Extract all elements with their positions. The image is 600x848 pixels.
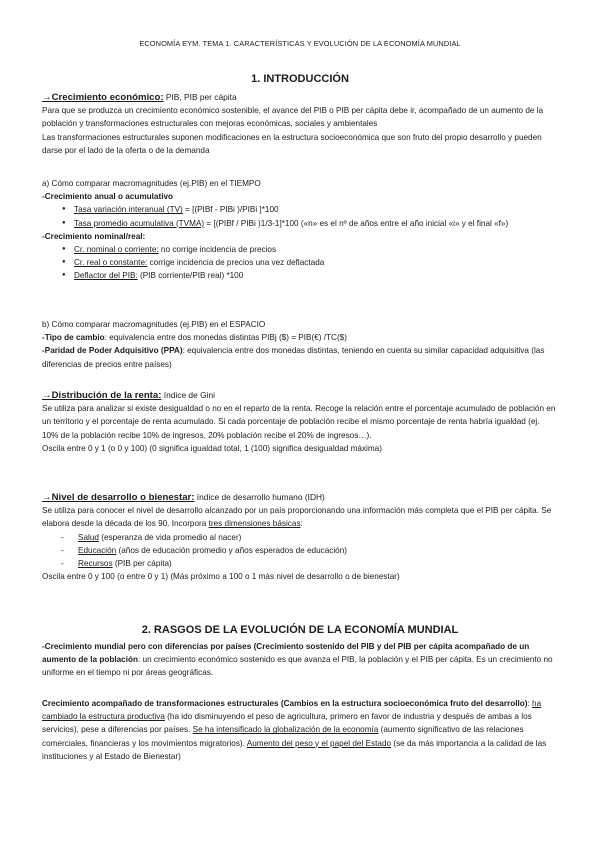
exchange-rate-line: -Tipo de cambio: equivalencia entre dos monedas distintas PIBj ($) = PIB(€) /TC($) bbox=[42, 333, 347, 343]
list-item-tvma: ● Tasa promedio acumulativa (TVMA) = [(PIBf / PIBi )1/3-1]*100 («n» es el nº de años entre el año inicial «i» y el final «f») bbox=[42, 217, 558, 230]
development-section bbox=[42, 491, 558, 583]
distribution-paragraph-1: Se utiliza para analizar si existe desigualdad o no en el reparto de la renta. Recoge la relación entre el porcentaje acumulado de población en un territorio y el porcentaje de renta acumulado. Si cada porcentaje de población recibe el mismo porcentaje de renta habría igualdad (ej. 10% de la población recibe 10% de ingresos, 20% población recibe el 20% de ingresos…). bbox=[42, 404, 556, 440]
growth-subheading: PIB, PIB per cápita bbox=[163, 92, 237, 102]
world-growth-paragraph: -Crecimiento mundial pero con diferencias por países (Crecimiento sostenido del PIB y del PIB per cápita acompañado de un aumento de la población: un crecimiento económico sostenido es que avanza el PIB, la población y el PIB per cápita. Es un crecimiento no uniforme en el tiempo ni por áreas geográficas. bbox=[42, 642, 553, 678]
list-item-deflator: ● Deflactor del PIB: (PIB corriente/PIB real) *100 bbox=[42, 269, 558, 282]
growth-paragraph-1: Para que se produzca un crecimiento económico sostenible, el avance del PIB o PIB per cápita debe ir, acompañado de un aumento de la población y transformaciones estructurales con mejoras económicas, sociales y ambientales bbox=[42, 106, 544, 129]
development-paragraph-1: Se utiliza para conocer el nivel de desarrollo alcanzado por un país proporcionando una información más completa que el PIB per cápita. Se elabora desde la década de los 90. Incorpora tres dimensiones básicas: bbox=[42, 506, 552, 529]
annual-growth-heading: -Crecimiento anual o acumulativo bbox=[42, 192, 174, 202]
income-distribution-section bbox=[42, 389, 558, 455]
development-heading: →Nivel de desarrollo o bienestar: bbox=[42, 492, 195, 503]
development-subheading: índice de desarrollo humano (IDH) bbox=[194, 492, 325, 502]
section-2-title: 2. RASGOS DE LA EVOLUCIÓN DE LA ECONOMÍA MUNDIAL bbox=[141, 624, 459, 636]
development-paragraph-2: Oscila entre 0 y 100 (o entre 0 y 1) (Más próximo a 100 o 1 más nivel de desarrollo o de bienestar) bbox=[42, 572, 400, 582]
list-item-health: - Salud (esperanza de vida promedio al nacer) bbox=[42, 531, 558, 544]
list-item-tv: ● Tasa variación interanual (TV) = [(PIBf - PIBi )/PIBi ]*100 bbox=[42, 203, 558, 216]
time-intro: a) Cómo comparar macromagnitudes (ej.PIB) en el TIEMPO bbox=[42, 179, 261, 188]
space-intro: b) Cómo comparar macromagnitudes (ej.PIB) en el ESPACIO bbox=[42, 320, 266, 329]
growth-paragraph-2: Las transformaciones estructurales suponen modificaciones en la estructura socioeconómica que son fruto del propio desarrollo y pueden darse por el lado de la oferta o de la demanda bbox=[42, 132, 542, 155]
space-comparison bbox=[42, 318, 558, 371]
nominal-real-heading: -Crecimiento nominal/real: bbox=[42, 231, 146, 241]
list-item-real: ● Cr. real o constante: corrige incidencia de precios una vez deflactada bbox=[42, 256, 558, 269]
structural-change-paragraph: Crecimiento acompañado de transformaciones estructurales (Cambios en la estructura socioeconómica fruto del desarrollo): ha cambiado la estructura productiva (ha ido disminuyendo el peso de agricultura, primero en favor de industria y después de ambas a los servicios), pese a diferencias por países. Se ha intensificado la globalización de la economía (aumento significativo de las relaciones comerciales, financieras y los movimientos migratorios). Aumento del peso y el papel del Estado (se da más importancia a la calidad de las instituciones y al Estado de Bienestar) bbox=[42, 699, 547, 761]
growth-heading: →Crecimiento económico: bbox=[42, 92, 164, 103]
section-1-title: 1. INTRODUCCIÓN bbox=[251, 73, 349, 85]
document-header: ECONOMÍA EYM. TEMA 1. CARACTERÍSTICAS Y EVOLUCIÓN DE LA ECONOMÍA MUNDIAL bbox=[139, 39, 461, 48]
ppp-line: -Paridad de Poder Adquisitivo (PPA): equivalencia entre dos monedas distintas, teniendo en cuenta su similar capacidad adquisitiva (las diferencias de precios entre países) bbox=[42, 346, 545, 369]
growth-section bbox=[42, 91, 558, 157]
list-item-nominal: ● Cr. nominal o corriente: no corrige incidencia de precios bbox=[42, 243, 558, 256]
distribution-heading: →Distribución de la renta: bbox=[42, 390, 162, 401]
distribution-paragraph-2: Oscila entre 0 y 1 (o 0 y 100) (0 significa igualdad total, 1 (100) significa desigualdad máxima) bbox=[42, 443, 382, 453]
distribution-subheading: índice de Gini bbox=[161, 390, 215, 400]
list-item-resources: - Recursos (PIB per cápita) bbox=[42, 557, 558, 570]
time-comparison bbox=[42, 177, 558, 283]
list-item-education: - Educación (años de educación promedio y años esperados de educación) bbox=[42, 544, 558, 557]
